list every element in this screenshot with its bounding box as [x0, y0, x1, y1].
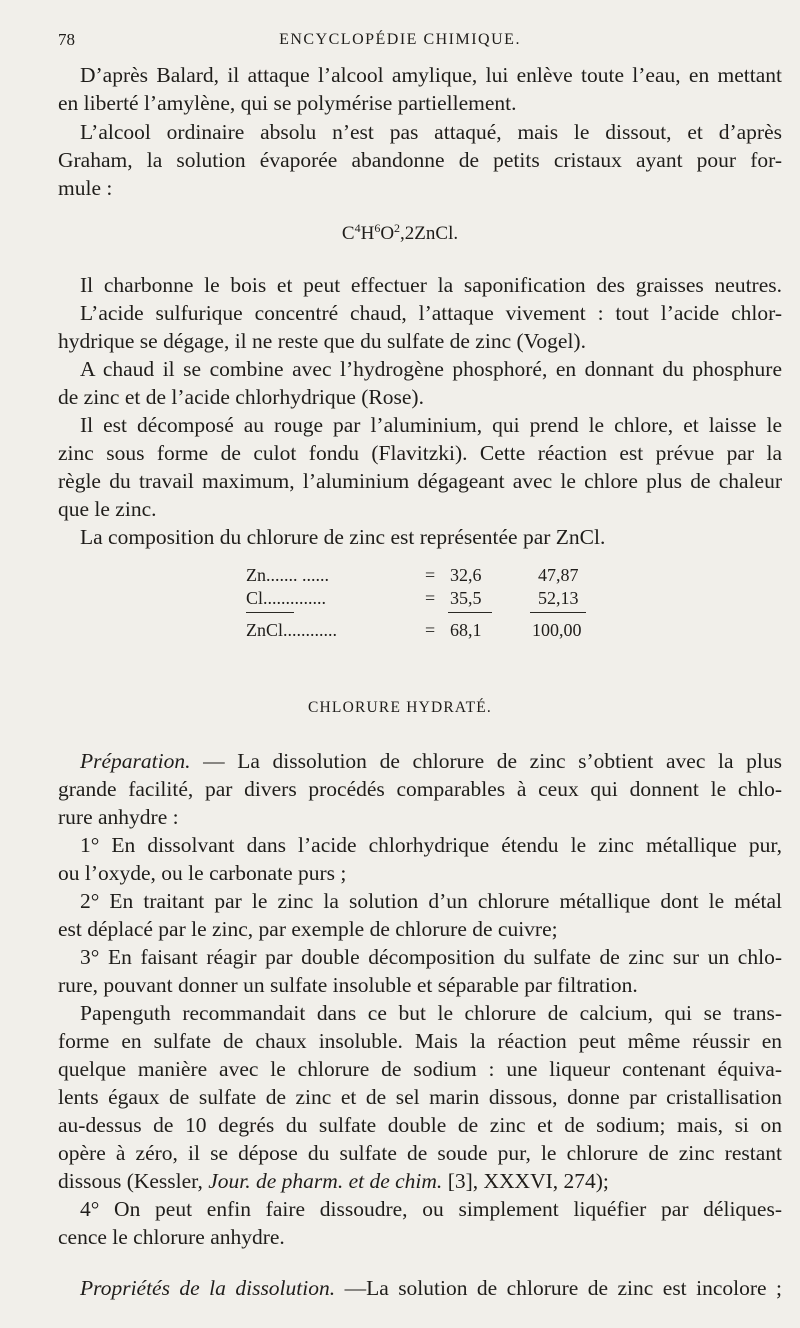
value-percent-b: 52,13	[538, 588, 579, 608]
value-percent-b: 47,87	[538, 565, 579, 585]
sum-rule-mid	[448, 612, 492, 613]
text-line: forme en sulfate de chaux insoluble. Mais la réaction peut même réussir en	[58, 1029, 782, 1053]
text-line: en liberté l’amylène, qui se polymérise partiellement.	[58, 91, 517, 115]
equals-sign: =	[425, 588, 436, 608]
value-percent-a: 35,5	[450, 588, 482, 608]
text-line: Propriétés de la dissolution. —La solution de chlorure de zinc est incolore ;	[80, 1276, 782, 1300]
formula: $C^4H^6O^2,2ZnCl$.	[341, 221, 459, 244]
text-line: au-dessus de 10 degrés du sulfate double de zinc et de sodium; mais, si on	[58, 1113, 782, 1137]
text-line: Papenguth recommandait dans ce but le chlorure de calcium, qui se trans-	[80, 1001, 782, 1025]
equals-sign: =	[425, 620, 436, 640]
text-line: mule :	[58, 176, 113, 200]
text-line: Il charbonne le bois et peut effectuer la saponification des graisses neutres.	[80, 273, 782, 297]
text-line: 2° En traitant par le zinc la solution d’un chlorure métallique dont le métal	[80, 889, 782, 913]
text-line: 4° On peut enfin faire dissoudre, ou simplement liquéfier par déliques-	[80, 1197, 782, 1221]
text-line: règle du travail maximum, l’aluminium dégageant avec le chlore plus de chaleur	[58, 469, 782, 493]
text-line: La composition du chlorure de zinc est représentée par ZnCl.	[80, 525, 606, 549]
text-line: A chaud il se combine avec l’hydrogène phosphoré, en donnant du phosphure	[80, 357, 782, 381]
composition-row: Cl..............	[246, 588, 327, 608]
text-line: est déplacé par le zinc, par exemple de chlorure de cuivre;	[58, 917, 558, 941]
equals-sign: =	[425, 565, 436, 585]
sum-rule-right	[530, 612, 586, 613]
value-percent-a: 32,6	[450, 565, 482, 585]
text-line: que le zinc.	[58, 497, 157, 521]
text-line: D’après Balard, il attaque l’alcool amylique, lui enlève toute l’eau, en mettant	[80, 63, 782, 87]
text-line: L’acide sulfurique concentré chaud, l’attaque vivement : tout l’acide chlor-	[80, 301, 782, 325]
text-line: rure anhydre :	[58, 805, 179, 829]
text-line: opère à zéro, il se dépose du sulfate de soude pur, le chlorure de zinc restant	[58, 1141, 782, 1165]
text-line: Préparation. — La dissolution de chlorure de zinc s’obtient avec la plus	[80, 749, 782, 773]
text-line: 1° En dissolvant dans l’acide chlorhydrique étendu le zinc métallique pur,	[80, 833, 782, 857]
text-line: Graham, la solution évaporée abandonne de petits cristaux ayant pour for-	[58, 148, 782, 172]
composition-row: Zn....... ......	[246, 565, 329, 585]
text-line: rure, pouvant donner un sulfate insoluble et séparable par filtration.	[58, 973, 638, 997]
section-title: CHLORURE HYDRATÉ.	[307, 699, 492, 716]
text-line: 3° En faisant réagir par double décomposition du sulfate de zinc sur un chlo-	[80, 945, 782, 969]
text-line: de zinc et de l’acide chlorhydrique (Rose).	[58, 385, 424, 409]
text-line: cence le chlorure anhydre.	[58, 1225, 285, 1249]
value-percent-a: 68,1	[450, 620, 482, 640]
running-title: ENCYCLOPÉDIE CHIMIQUE.	[279, 31, 521, 48]
sum-rule-left	[246, 612, 294, 613]
value-percent-b: 100,00	[532, 620, 582, 640]
text-line: lents égaux de sulfate de zinc et de sel marin dissous, donne par cristallisation	[58, 1085, 782, 1109]
text-line: grande facilité, par divers procédés comparables à ceux qui donnent le chlo-	[58, 777, 782, 801]
composition-row: ZnCl............	[246, 620, 338, 640]
page-number: 78	[58, 30, 75, 49]
text-line: Il est décomposé au rouge par l’aluminium, qui prend le chlore, et laisse le	[80, 413, 782, 437]
text-line: L’alcool ordinaire absolu n’est pas attaqué, mais le dissout, et d’après	[80, 120, 782, 144]
text-line: ou l’oxyde, ou le carbonate purs ;	[58, 861, 347, 885]
text-line: dissous (Kessler, Jour. de pharm. et de chim. [3], XXXVI, 274);	[58, 1169, 609, 1193]
text-line: zinc sous forme de culot fondu (Flavitzki). Cette réaction est prévue par la	[58, 441, 782, 465]
text-line: hydrique se dégage, il ne reste que du sulfate de zinc (Vogel).	[58, 329, 586, 353]
text-line: quelque manière avec le chlorure de sodium : une liqueur contenant équiva-	[58, 1057, 782, 1081]
